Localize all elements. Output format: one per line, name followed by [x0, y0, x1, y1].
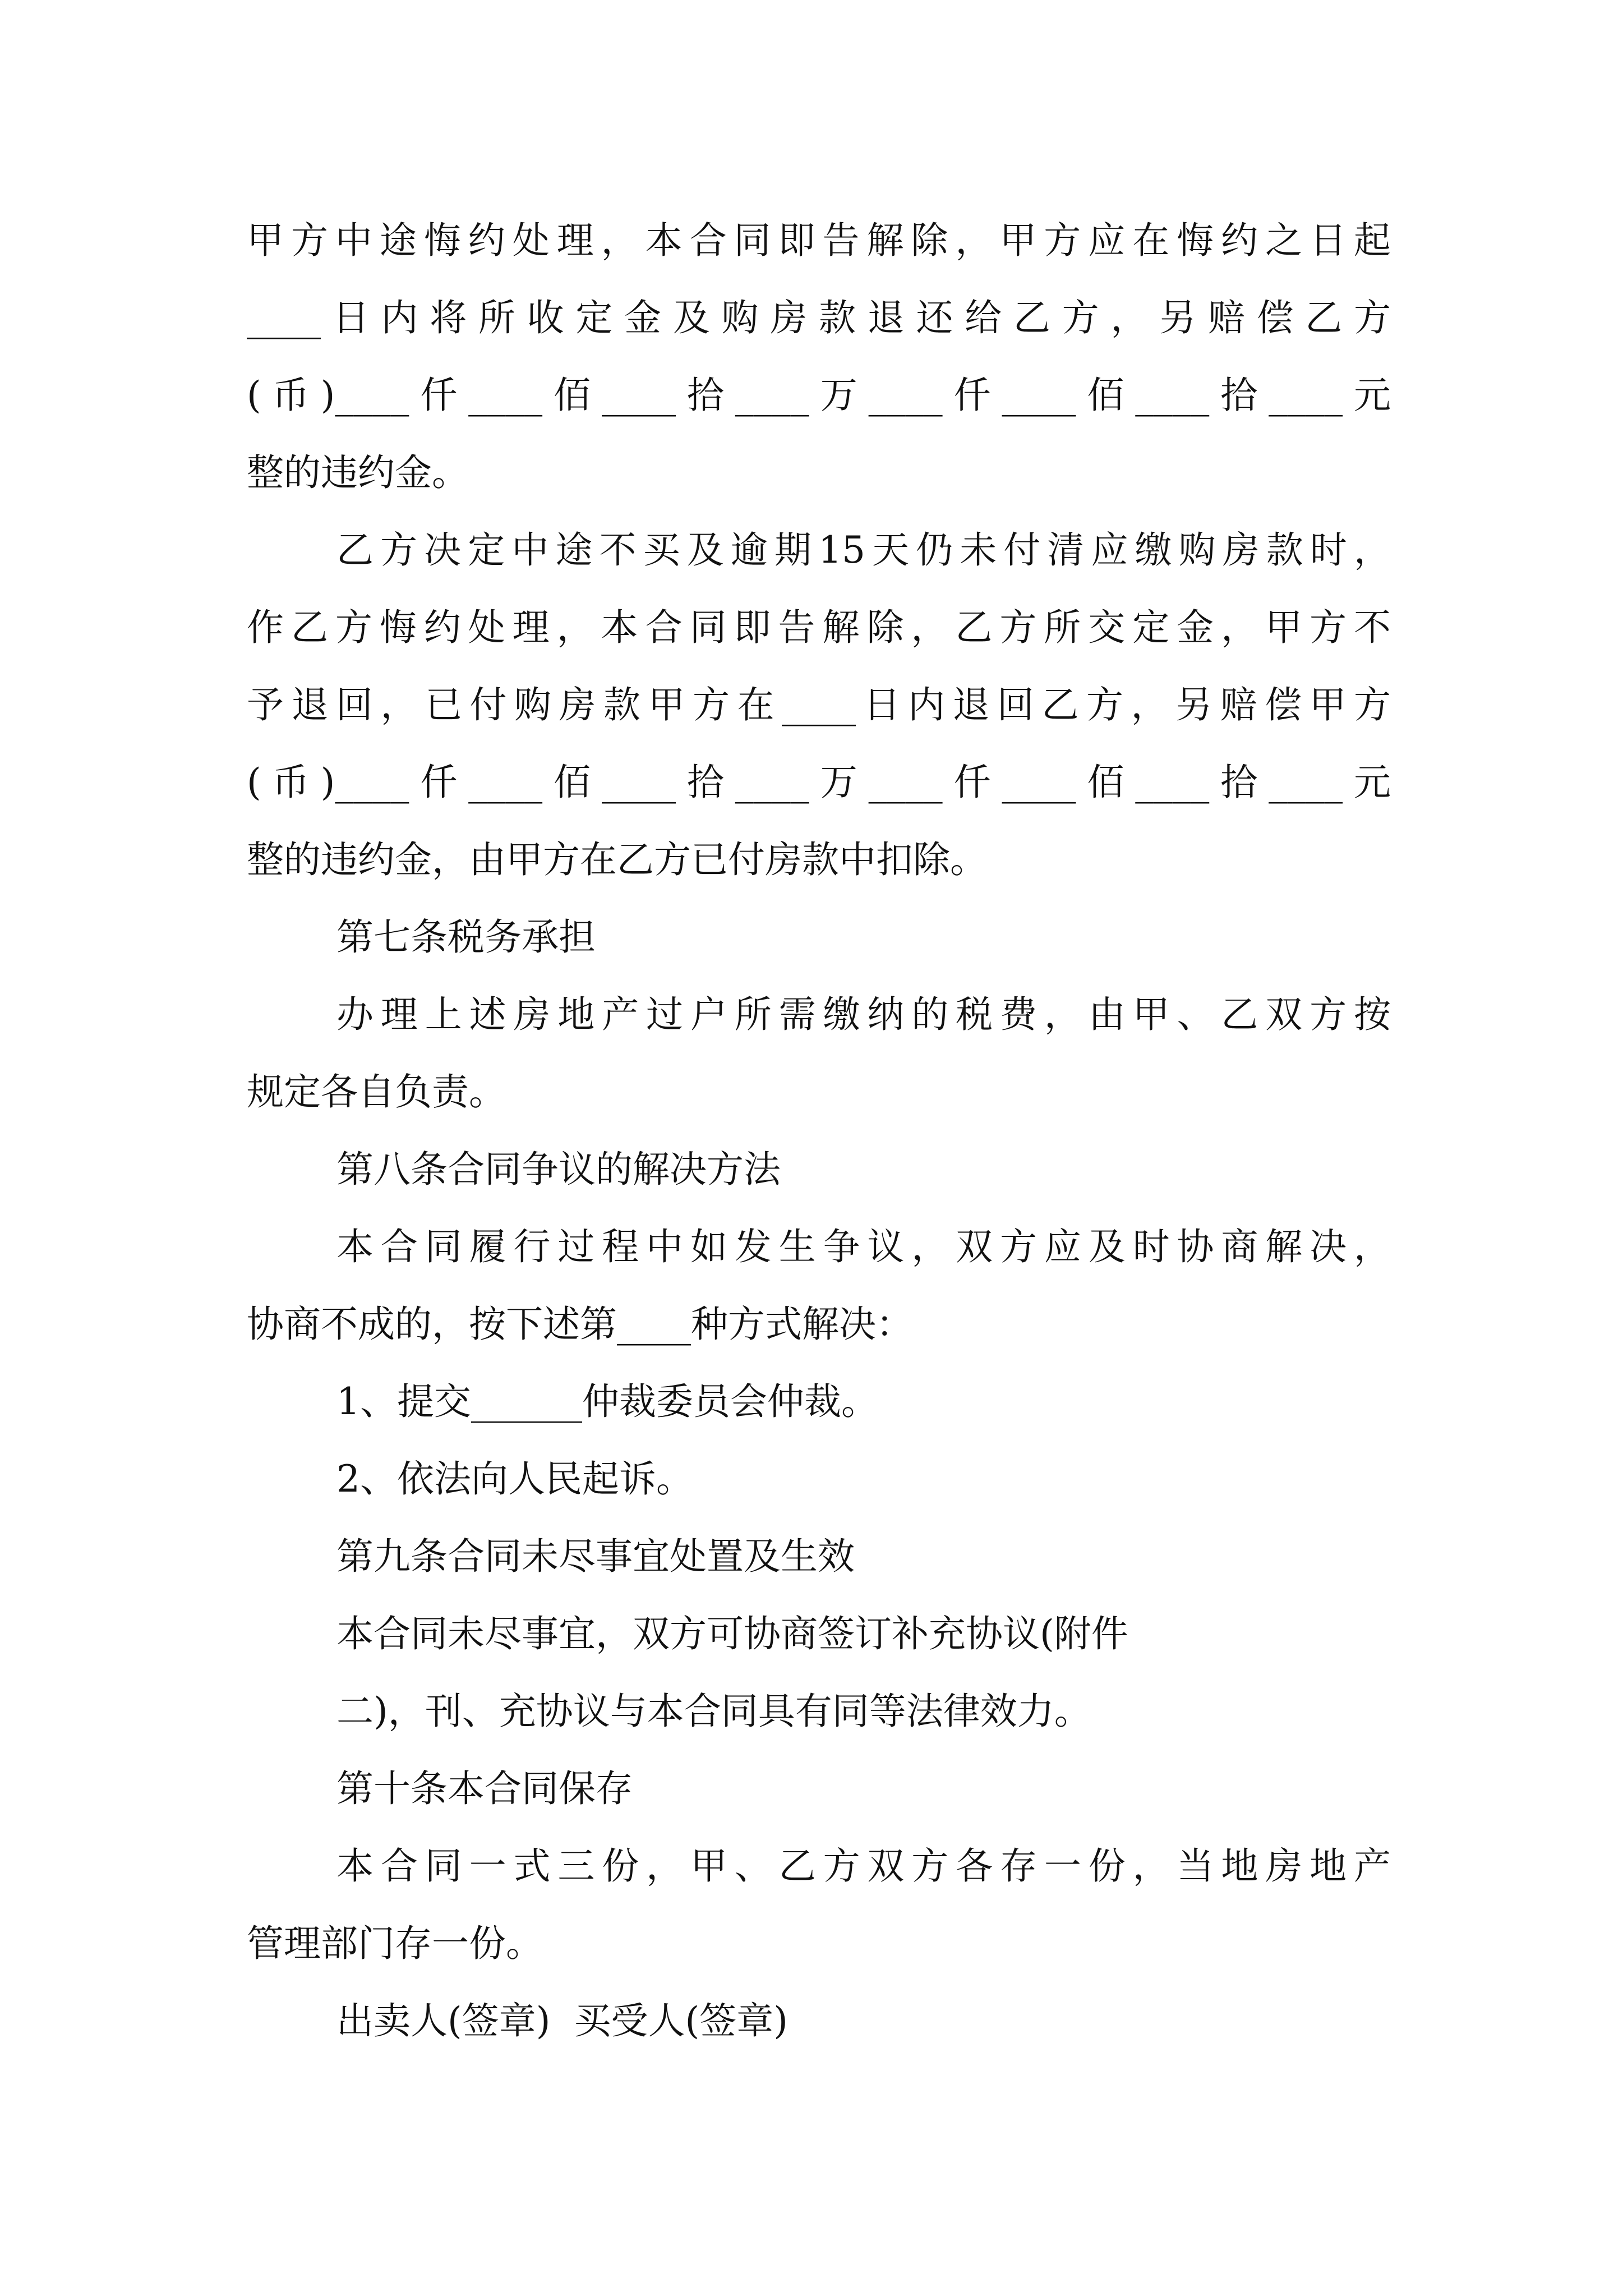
list-item: 1、提交______仲裁委员会仲裁。: [336, 1380, 878, 1423]
list-item: 2、依法向人民起诉。: [336, 1457, 693, 1501]
paragraph-line: 作乙方悔约处理，本合同即告解除，乙方所交定金，甲方不: [247, 606, 1391, 649]
paragraph-line: 办理上述房地产过户所需缴纳的税费，由甲、乙双方按: [336, 993, 1391, 1036]
paragraph-line: (币)____仟____佰____拾____万____仟____佰____拾____元: [247, 374, 1391, 417]
paragraph-line: 整的违约金。: [247, 451, 469, 494]
section-heading: 第八条合同争议的解决方法: [336, 1148, 781, 1191]
section-heading: 第七条税务承担: [336, 915, 596, 959]
paragraph-line: 甲方中途悔约处理，本合同即告解除，甲方应在悔约之日起: [247, 219, 1391, 262]
paragraph-line: 本合同未尽事宜，双方可协商签订补充协议(附件: [336, 1612, 1128, 1655]
paragraph-line: 规定各自负责。: [247, 1070, 506, 1114]
paragraph-line: 本合同一式三份，甲、乙方双方各存一份，当地房地产: [336, 1844, 1391, 1888]
paragraph-line: 乙方决定中途不买及逾期15天仍未付清应缴购房款时，: [336, 528, 1391, 572]
paragraph-line: 协商不成的，按下述第____种方式解决：: [247, 1303, 913, 1346]
paragraph-line: 本合同履行过程中如发生争议，双方应及时协商解决，: [336, 1225, 1391, 1268]
section-heading: 第九条合同未尽事宜处置及生效: [336, 1535, 855, 1578]
section-heading: 第十条本合同保存: [336, 1767, 633, 1810]
paragraph-line: 予退回，已付购房款甲方在____日内退回乙方，另赔偿甲方: [247, 683, 1391, 726]
paragraph-line: 二)，刊、充协议与本合同具有同等法律效力。: [336, 1690, 1091, 1733]
paragraph-line: (币)____仟____佰____拾____万____仟____佰____拾____元: [247, 761, 1391, 804]
signature-line: 出卖人(签章) 买受人(签章): [336, 1999, 788, 2042]
paragraph-line: 管理部门存一份。: [247, 1922, 543, 1965]
paragraph-line: 整的违约金，由甲方在乙方已付房款中扣除。: [247, 838, 987, 881]
paragraph-line: ____日内将所收定金及购房款退还给乙方，另赔偿乙方: [247, 296, 1391, 339]
